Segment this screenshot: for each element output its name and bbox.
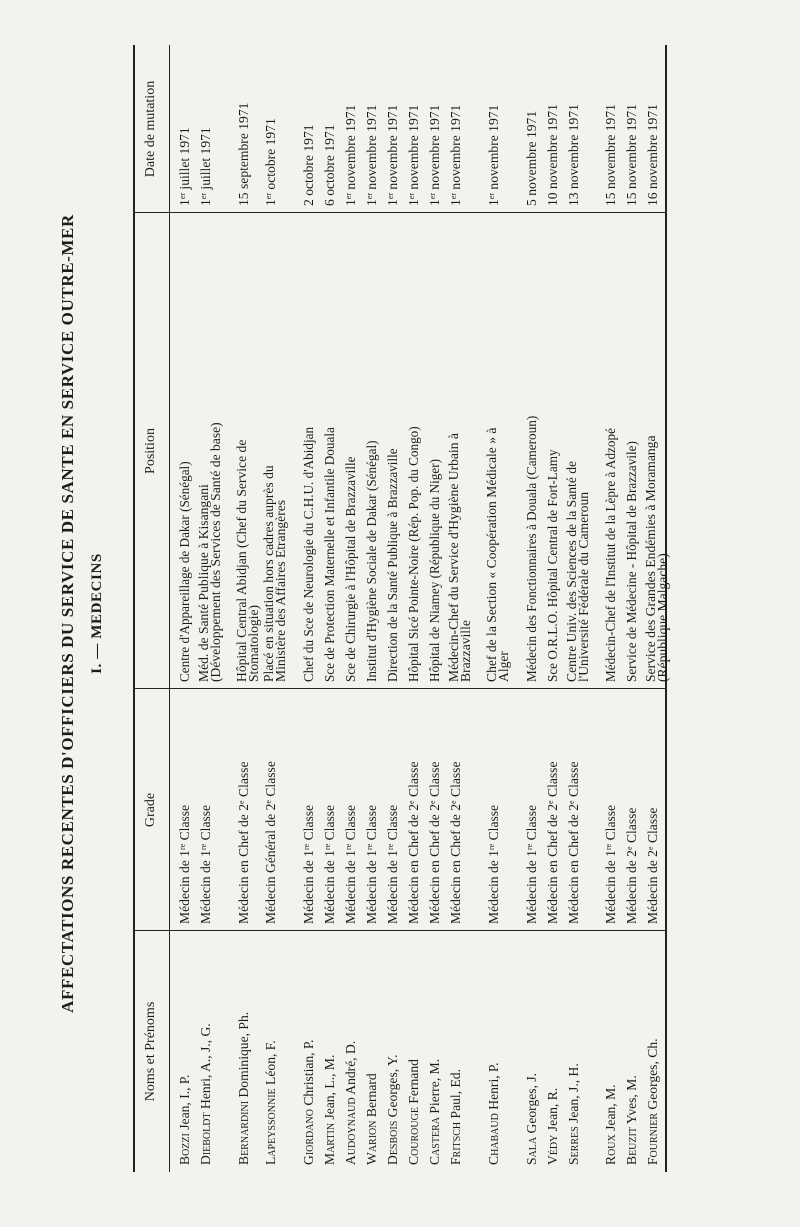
date-cell	[322, 124, 338, 206]
given-names: Fernand	[406, 1059, 421, 1104]
grade-suffix: Classe	[427, 761, 442, 801]
name-cell	[198, 1023, 214, 1165]
grade-text: Médecin en Chef de 2	[448, 803, 463, 924]
grade-suffix: Classe	[322, 804, 337, 844]
name-cell	[343, 1041, 359, 1165]
grade-cell	[406, 762, 422, 925]
date-day: 1	[486, 199, 501, 206]
surname: Lapeyssonnie	[263, 1088, 278, 1165]
grade-superscript: e	[237, 800, 246, 804]
grade-cell	[566, 762, 582, 925]
column-divider	[133, 930, 666, 931]
date-rest: octobre 1971	[263, 118, 278, 193]
grade-superscript: e	[625, 846, 634, 851]
given-names: André, D.	[343, 1040, 358, 1095]
grade-superscript: re	[344, 843, 353, 851]
date-day: 1	[177, 199, 192, 206]
date-superscript: er	[449, 192, 458, 200]
surname: Desbois	[385, 1120, 400, 1165]
position-cell: Sce de Protection Maternelle et Infantile Douala	[322, 427, 337, 682]
grade-cell	[301, 805, 317, 924]
date-rest: novembre 1971	[486, 104, 501, 193]
table-top-rule	[133, 45, 135, 1172]
date-cell	[385, 105, 401, 206]
grade-text: Médecin de 1	[364, 850, 379, 924]
grade-text: Médecin en Chef de 2	[566, 803, 581, 924]
date-cell	[486, 105, 502, 206]
given-names: Jean, R.	[545, 1087, 560, 1132]
surname: Courouge	[406, 1107, 421, 1165]
date-cell	[448, 105, 464, 206]
date-cell	[263, 118, 279, 206]
name-cell	[566, 1063, 582, 1165]
position-cell: Service des Grandes Endémies à Moramanga (République Malgache)	[643, 435, 670, 682]
name-cell	[236, 1012, 252, 1165]
surname: Castera	[427, 1117, 442, 1165]
date-superscript: er	[407, 192, 416, 200]
surname: Chabaud	[486, 1113, 501, 1165]
date-rest: 15 novembre 1971	[603, 104, 618, 206]
column-divider	[133, 688, 666, 689]
grade-suffix: Classe	[364, 804, 379, 844]
table-header-rule	[169, 45, 170, 1172]
grade-superscript: re	[604, 843, 613, 851]
surname: Bozzi	[177, 1133, 192, 1165]
grade-text: Médecin Général de 2	[263, 803, 278, 924]
date-cell	[603, 104, 619, 206]
grade-cell	[427, 762, 443, 925]
grade-cell	[236, 762, 252, 925]
name-cell	[406, 1059, 422, 1165]
surname: Védy	[545, 1134, 560, 1165]
given-names: Jean, I., P.	[177, 1074, 192, 1130]
date-rest: novembre 1971	[448, 104, 463, 193]
date-cell	[624, 104, 640, 206]
grade-suffix: Classe	[486, 804, 501, 844]
position-cell: Hôpital de Niamey (République du Niger)	[427, 458, 442, 682]
grade-superscript: re	[365, 843, 374, 851]
date-day: 1	[343, 199, 358, 206]
header-position: Position	[143, 428, 158, 474]
grade-suffix: Classe	[343, 804, 358, 844]
name-cell	[524, 1073, 540, 1165]
position-cell: Centre Univ. des Sciences de la Santé de l'Université Fédérale du Cameroun	[564, 460, 591, 682]
given-names: Jean, L., M.	[322, 1054, 337, 1120]
given-names: Jean, J., H.	[566, 1063, 581, 1123]
grade-cell	[545, 762, 561, 925]
date-rest: juillet 1971	[177, 127, 192, 193]
surname: Fournier	[645, 1112, 660, 1165]
grade-text: Médecin de 1	[177, 850, 192, 924]
date-day: 1	[448, 199, 463, 206]
given-names: Pierre, M.	[427, 1058, 442, 1114]
grade-cell	[322, 805, 338, 924]
position-cell: Direction de la Santé Publique à Brazzaville	[385, 448, 400, 682]
grade-text: Médecin de 2	[645, 850, 660, 924]
given-names: Léon, F.	[263, 1040, 278, 1085]
given-names: Georges, Ch.	[645, 1038, 660, 1110]
position-cell: Chef du Sce de Neurologie du C.H.U. d'Abidjan	[301, 426, 316, 682]
name-cell	[545, 1088, 561, 1165]
date-superscript: er	[428, 192, 437, 200]
name-cell	[624, 1075, 640, 1165]
date-rest: 5 novembre 1971	[524, 110, 539, 206]
given-names: Yves, M.	[624, 1075, 639, 1125]
grade-superscript: re	[525, 843, 534, 851]
date-superscript: er	[386, 192, 395, 200]
grade-cell	[603, 805, 619, 924]
grade-suffix: Classe	[406, 761, 421, 801]
name-cell	[603, 1084, 619, 1165]
date-superscript: er	[264, 192, 273, 200]
grade-cell	[177, 805, 193, 924]
date-cell	[236, 103, 252, 206]
date-cell	[545, 104, 561, 206]
section-title: I. — MEDECINS	[89, 553, 105, 674]
grade-cell	[198, 805, 214, 924]
date-rest: novembre 1971	[364, 104, 379, 193]
date-superscript: er	[199, 192, 208, 200]
date-rest: novembre 1971	[385, 104, 400, 193]
grade-superscript: e	[407, 800, 416, 804]
grade-cell	[624, 808, 640, 924]
name-cell	[486, 1063, 502, 1165]
surname: Audoynaud	[343, 1097, 358, 1165]
grade-suffix: Classe	[524, 804, 539, 844]
date-rest: juillet 1971	[198, 127, 213, 193]
grade-superscript: re	[178, 843, 187, 851]
grade-cell	[524, 805, 540, 924]
grade-text: Médecin de 1	[486, 850, 501, 924]
date-rest: 15 novembre 1971	[624, 104, 639, 206]
grade-cell	[263, 761, 279, 924]
grade-suffix: Classe	[448, 761, 463, 801]
position-cell: Hôpital Central Abidjan (Chef du Service de Stomatologie)	[234, 439, 261, 682]
date-rest: 15 septembre 1971	[236, 102, 251, 206]
grade-suffix: Classe	[566, 761, 581, 801]
grade-cell	[645, 808, 661, 924]
grade-superscript: re	[323, 843, 332, 851]
date-cell	[198, 127, 214, 206]
surname: Dieboldt	[198, 1112, 213, 1165]
date-day: 1	[385, 199, 400, 206]
name-cell	[645, 1038, 661, 1165]
date-superscript: er	[365, 192, 374, 200]
given-names: Georges, J.	[524, 1072, 539, 1134]
surname: Fritsch	[448, 1121, 463, 1165]
date-cell	[364, 105, 380, 206]
grade-text: Médecin en Chef de 2	[236, 803, 251, 924]
date-day: 1	[427, 199, 442, 206]
date-cell	[645, 104, 661, 206]
given-names: Christian, P.	[301, 1039, 316, 1106]
position-cell: Médecin-Chef du Service d'Hygiène Urbain à Brazzaville	[446, 433, 473, 682]
grade-suffix: Classe	[545, 761, 560, 801]
date-rest: 13 novembre 1971	[566, 104, 581, 206]
grade-superscript: e	[428, 800, 437, 804]
position-cell: Hôpital Sicé Pointe-Noire (Rép. Pop. du Congo)	[406, 426, 421, 682]
grade-suffix: Classe	[645, 807, 660, 847]
grade-text: Médecin de 1	[343, 850, 358, 924]
position-cell: Méd. de Santé Publique à Kisangani (Développement des Services de Santé de base)	[196, 422, 223, 682]
position-cell: Service de Médecine - Hôpital de Brazzavile)	[624, 441, 639, 682]
position-cell: Placé en situation hors cadres auprès du Ministère des Affaires Etrangères	[261, 465, 288, 682]
name-cell	[385, 1055, 401, 1166]
date-day: 1	[263, 199, 278, 206]
surname: Martin	[322, 1122, 337, 1165]
grade-text: Médecin de 1	[385, 850, 400, 924]
date-day: 1	[406, 199, 421, 206]
position-cell: Médecin-Chef de l'Institut de la Lèpre à Adzopé	[603, 428, 618, 682]
given-names: Dominique, Ph.	[236, 1011, 251, 1098]
name-cell	[448, 1069, 464, 1165]
header-grade: Grade	[143, 792, 158, 828]
given-names: Paul, Ed.	[448, 1069, 463, 1119]
grade-superscript: e	[567, 800, 576, 804]
grade-text: Médecin de 1	[301, 850, 316, 924]
date-cell	[343, 105, 359, 206]
date-cell	[524, 111, 540, 206]
date-rest: 6 octobre 1971	[322, 124, 337, 206]
given-names: Georges, Y.	[385, 1054, 400, 1118]
name-cell	[301, 1040, 317, 1165]
surname: Serres	[566, 1126, 581, 1165]
given-names: Bernard	[364, 1073, 379, 1118]
grade-cell	[486, 805, 502, 924]
date-superscript: er	[178, 192, 187, 200]
grade-superscript: e	[646, 846, 655, 851]
date-superscript: er	[487, 192, 496, 200]
date-rest: novembre 1971	[406, 104, 421, 193]
date-day: 1	[364, 199, 379, 206]
given-names: Henri, A., J., G.	[198, 1023, 213, 1109]
date-rest: novembre 1971	[343, 104, 358, 193]
surname: Sala	[524, 1136, 539, 1165]
date-rest: novembre 1971	[427, 104, 442, 193]
grade-suffix: Classe	[624, 807, 639, 847]
grade-text: Médecin en Chef de 2	[545, 803, 560, 924]
grade-text: Médecin en Chef de 2	[427, 803, 442, 924]
grade-superscript: e	[449, 800, 458, 804]
position-cell: Sce de Chirurgie à l'Hôpital de Brazzaville	[343, 456, 358, 682]
grade-text: Médecin de 1	[198, 850, 213, 924]
date-cell	[177, 127, 193, 206]
grade-cell	[448, 762, 464, 925]
header-date: Date de mutation	[143, 80, 158, 178]
surname: Warion	[364, 1120, 379, 1165]
position-cell: Médecin des Fonctionnaires à Douala (Cameroun)	[524, 415, 539, 682]
grade-superscript: e	[546, 800, 555, 804]
surname: Bernardini	[236, 1100, 251, 1165]
grade-superscript: e	[264, 800, 273, 804]
grade-suffix: Classe	[385, 804, 400, 844]
position-cell: Chef de la Section « Coopération Médicale » à Alger	[484, 427, 511, 682]
grade-text: Médecin de 1	[322, 850, 337, 924]
date-rest: 2 octobre 1971	[301, 124, 316, 206]
grade-suffix: Classe	[236, 761, 251, 801]
given-names: Jean, M.	[603, 1084, 618, 1131]
name-cell	[427, 1059, 443, 1165]
grade-superscript: re	[386, 843, 395, 851]
grade-text: Médecin de 1	[524, 850, 539, 924]
name-cell	[364, 1073, 380, 1165]
grade-superscript: re	[199, 843, 208, 851]
grade-cell	[385, 805, 401, 924]
date-cell	[406, 105, 422, 206]
date-cell	[566, 104, 582, 206]
date-rest: 16 novembre 1971	[645, 104, 660, 206]
position-cell: Sce O.R.L.O. Hôpital Central de Fort-Lamy	[545, 449, 560, 682]
column-divider	[133, 212, 666, 213]
given-names: Henri, P.	[486, 1062, 501, 1110]
position-cell: Centre d'Appareillage de Dakar (Sénégal)	[177, 461, 192, 682]
grade-text: Médecin de 1	[603, 850, 618, 924]
name-cell	[263, 1040, 279, 1165]
grade-superscript: re	[487, 843, 496, 851]
position-cell: Institut d'Hygiène Sociale de Dakar (Sénégal)	[364, 440, 379, 682]
grade-text: Médecin de 2	[624, 850, 639, 924]
grade-superscript: re	[302, 843, 311, 851]
surname: Roux	[603, 1134, 618, 1165]
name-cell	[322, 1055, 338, 1165]
date-cell	[427, 105, 443, 206]
date-superscript: er	[344, 192, 353, 200]
grade-cell	[364, 805, 380, 924]
grade-suffix: Classe	[177, 804, 192, 844]
grade-suffix: Classe	[603, 804, 618, 844]
grade-text: Médecin en Chef de 2	[406, 803, 421, 924]
grade-cell	[343, 805, 359, 924]
surname: Beuzit	[624, 1127, 639, 1165]
grade-suffix: Classe	[263, 761, 278, 801]
surname: Giordano	[301, 1109, 316, 1165]
name-cell	[177, 1075, 193, 1165]
page-title: AFFECTATIONS RECENTES D'OFFICIERS DU SERVICE DE SANTE EN SERVICE OUTRE-MER	[58, 214, 77, 1013]
grade-suffix: Classe	[198, 804, 213, 844]
header-name: Noms et Prénoms	[143, 1001, 158, 1102]
date-rest: 10 novembre 1971	[545, 104, 560, 206]
date-cell	[301, 124, 317, 206]
grade-suffix: Classe	[301, 804, 316, 844]
date-day: 1	[198, 199, 213, 206]
